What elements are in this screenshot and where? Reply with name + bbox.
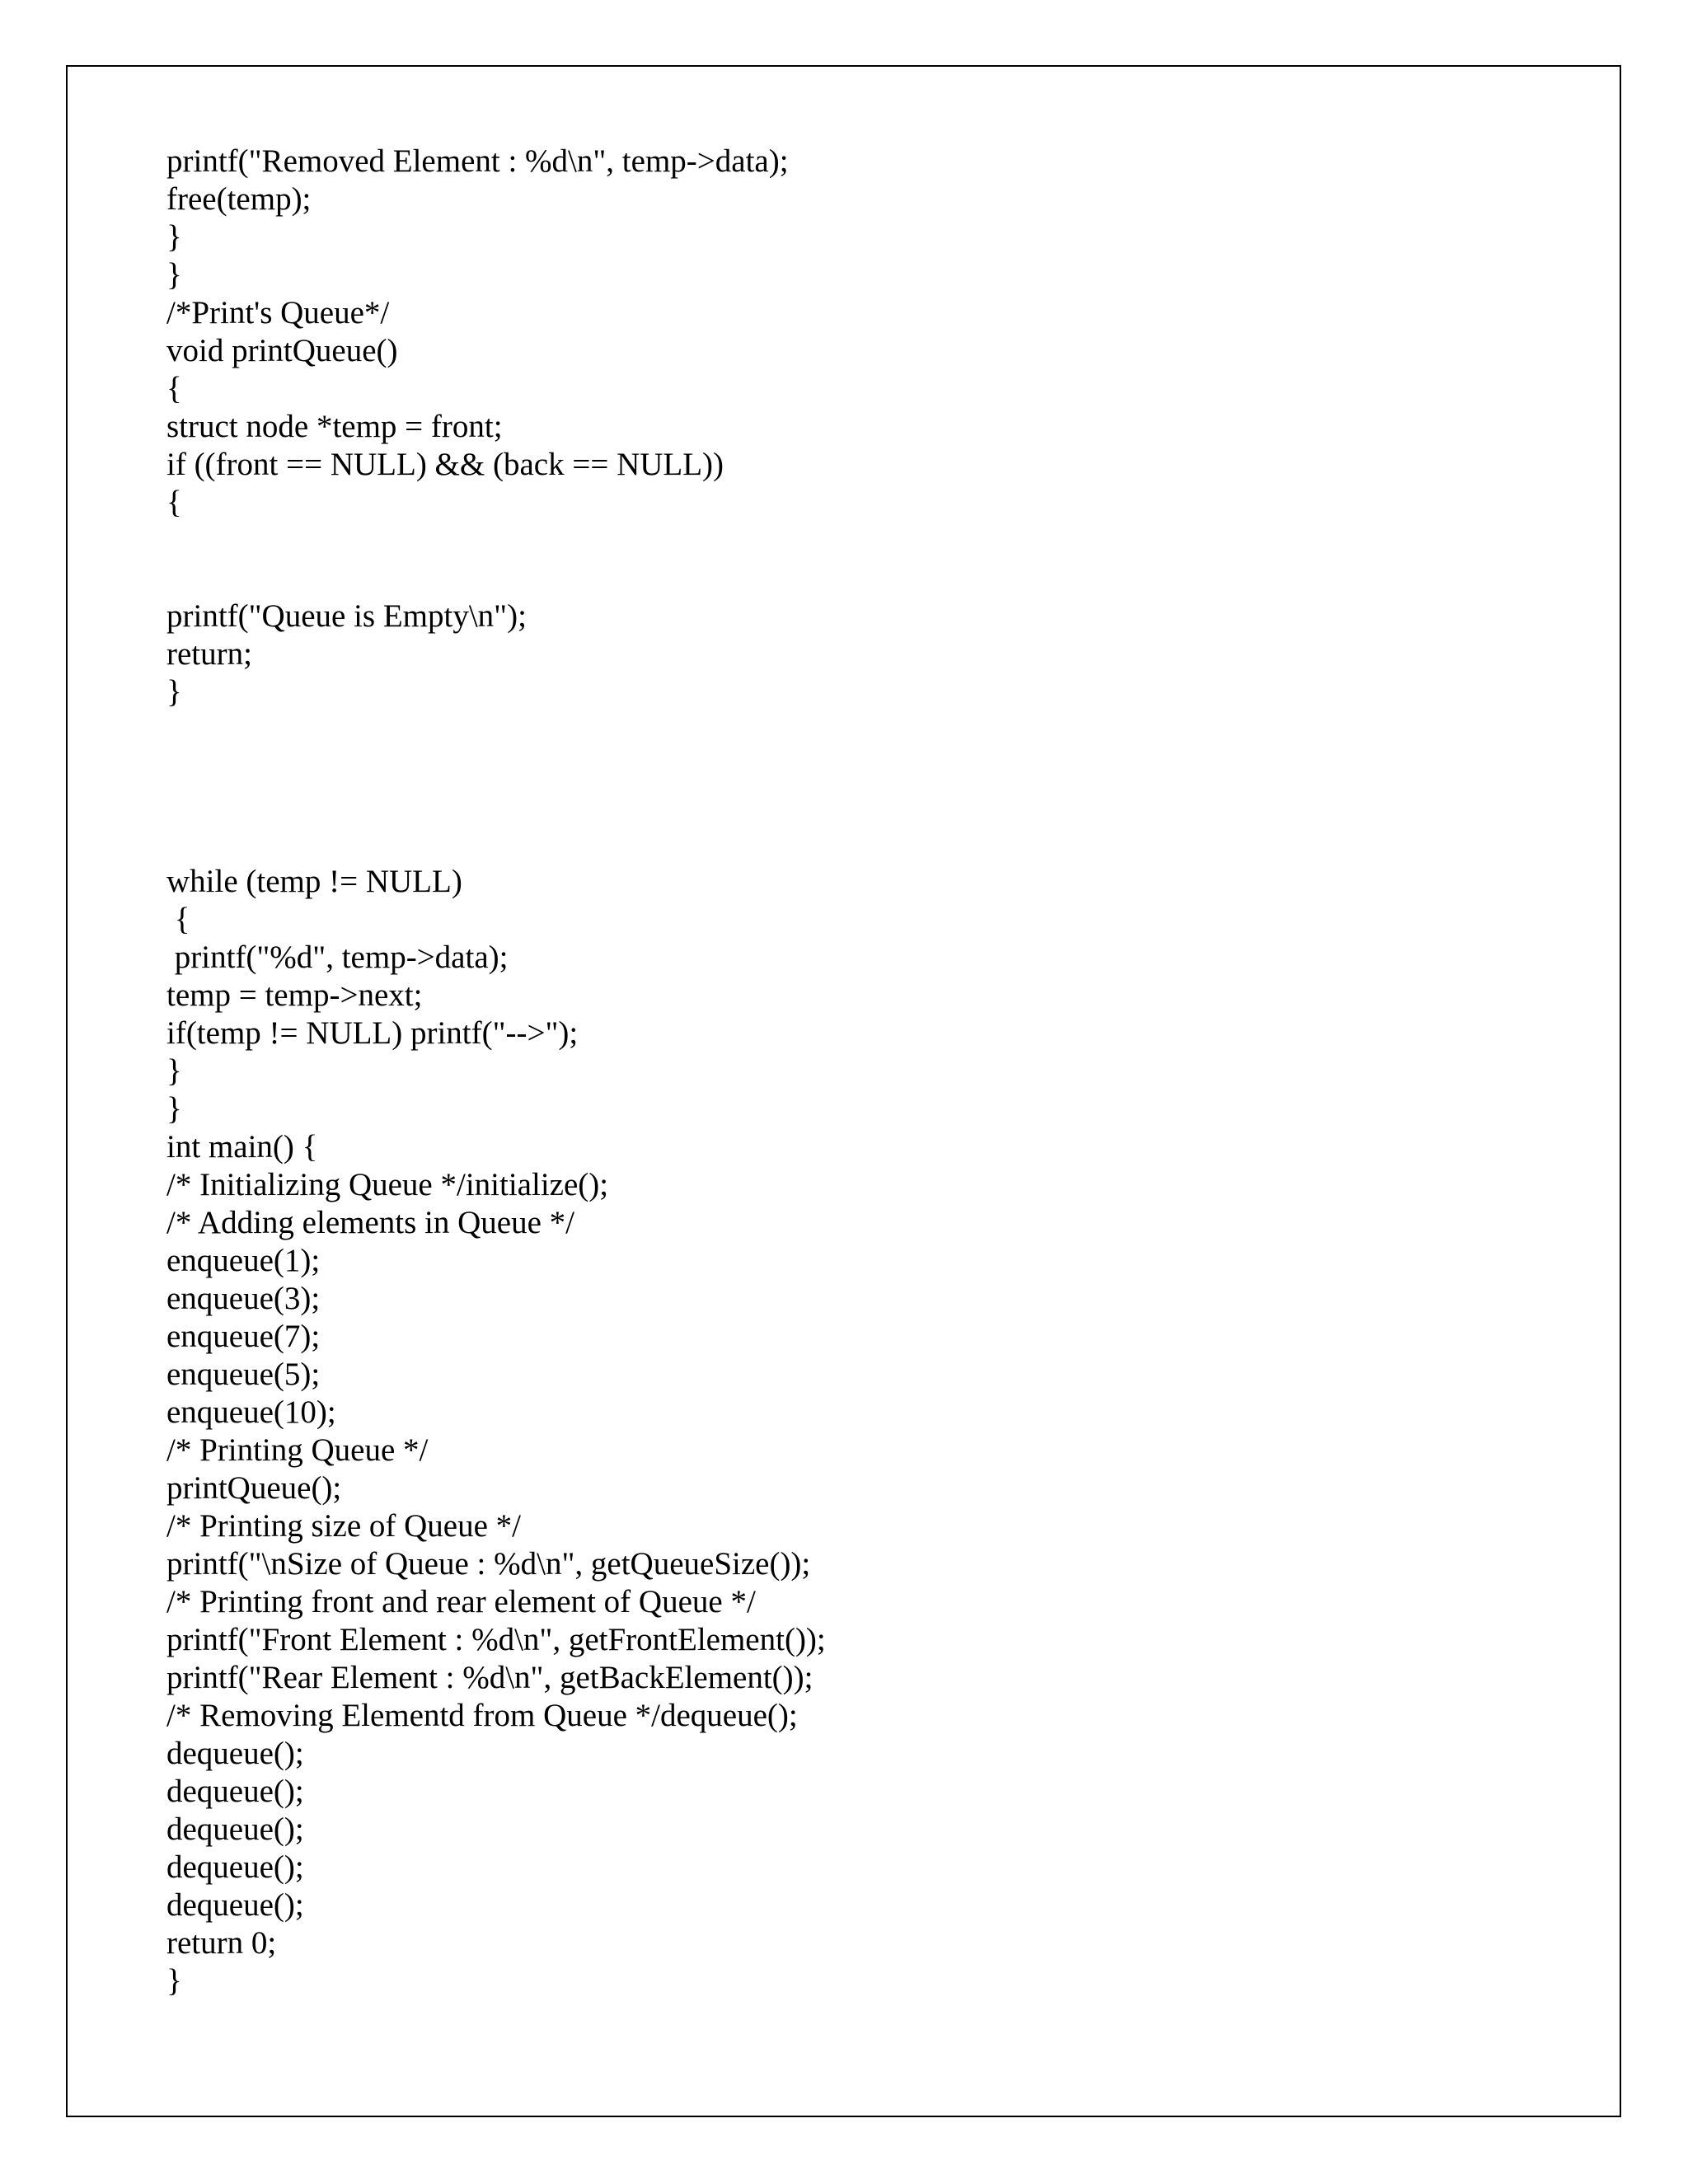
code-listing	[166, 143, 826, 1999]
code-line: printf("Rear Element : %d\n", getBackElement());	[166, 1660, 814, 1695]
code-line: enqueue(10);	[166, 1394, 336, 1430]
code-line: struct node *temp = front;	[166, 409, 503, 444]
code-line: {	[166, 371, 182, 406]
code-line: dequeue();	[166, 1774, 304, 1809]
code-line: /* Adding elements in Queue */	[166, 1205, 575, 1240]
code-line: int main() {	[166, 1129, 318, 1165]
code-line: printf("\nSize of Queue : %d\n", getQueueSize());	[166, 1546, 811, 1582]
code-line: printQueue();	[166, 1470, 342, 1506]
code-line: /* Initializing Queue */initialize();	[166, 1167, 609, 1202]
code-line: printf("Queue is Empty\n");	[166, 598, 527, 634]
code-line: /* Removing Elementd from Queue */dequeue();	[166, 1698, 798, 1733]
code-line: dequeue();	[166, 1811, 304, 1847]
code-line: }	[166, 1053, 182, 1089]
code-line: }	[166, 219, 182, 255]
code-line: printf("Removed Element : %d\n", temp->data);	[166, 143, 789, 179]
code-line: /* Printing front and rear element of Queue */	[166, 1584, 756, 1619]
code-line: enqueue(3);	[166, 1281, 321, 1316]
code-line: }	[166, 1963, 182, 1999]
code-line: /*Print's Queue*/	[166, 295, 390, 330]
code-line: dequeue();	[166, 1849, 304, 1885]
code-line: dequeue();	[166, 1736, 304, 1771]
code-line: temp = temp->next;	[166, 977, 423, 1013]
code-line: enqueue(7);	[166, 1319, 321, 1354]
code-line: }	[166, 1091, 182, 1127]
code-line: printf("%d", temp->data);	[166, 940, 509, 975]
code-line: enqueue(1);	[166, 1243, 321, 1278]
code-line: /* Printing Queue */	[166, 1432, 429, 1468]
code-line: return;	[166, 636, 252, 672]
code-line: printf("Front Element : %d\n", getFrontElement());	[166, 1622, 826, 1657]
code-line: }	[166, 674, 182, 710]
code-line: {	[166, 902, 190, 937]
code-line: /* Printing size of Queue */	[166, 1508, 522, 1544]
code-line: if(temp != NULL) printf("-->");	[166, 1015, 579, 1051]
code-line: free(temp);	[166, 181, 312, 217]
code-line: if ((front == NULL) && (back == NULL))	[166, 447, 724, 482]
code-line: while (temp != NULL)	[166, 864, 462, 899]
code-line: return 0;	[166, 1925, 277, 1961]
code-line: }	[166, 257, 182, 293]
code-line: void printQueue()	[166, 333, 398, 368]
code-line: dequeue();	[166, 1887, 304, 1923]
code-line: {	[166, 485, 182, 520]
code-line: enqueue(5);	[166, 1357, 321, 1392]
page-border	[66, 65, 1621, 2117]
